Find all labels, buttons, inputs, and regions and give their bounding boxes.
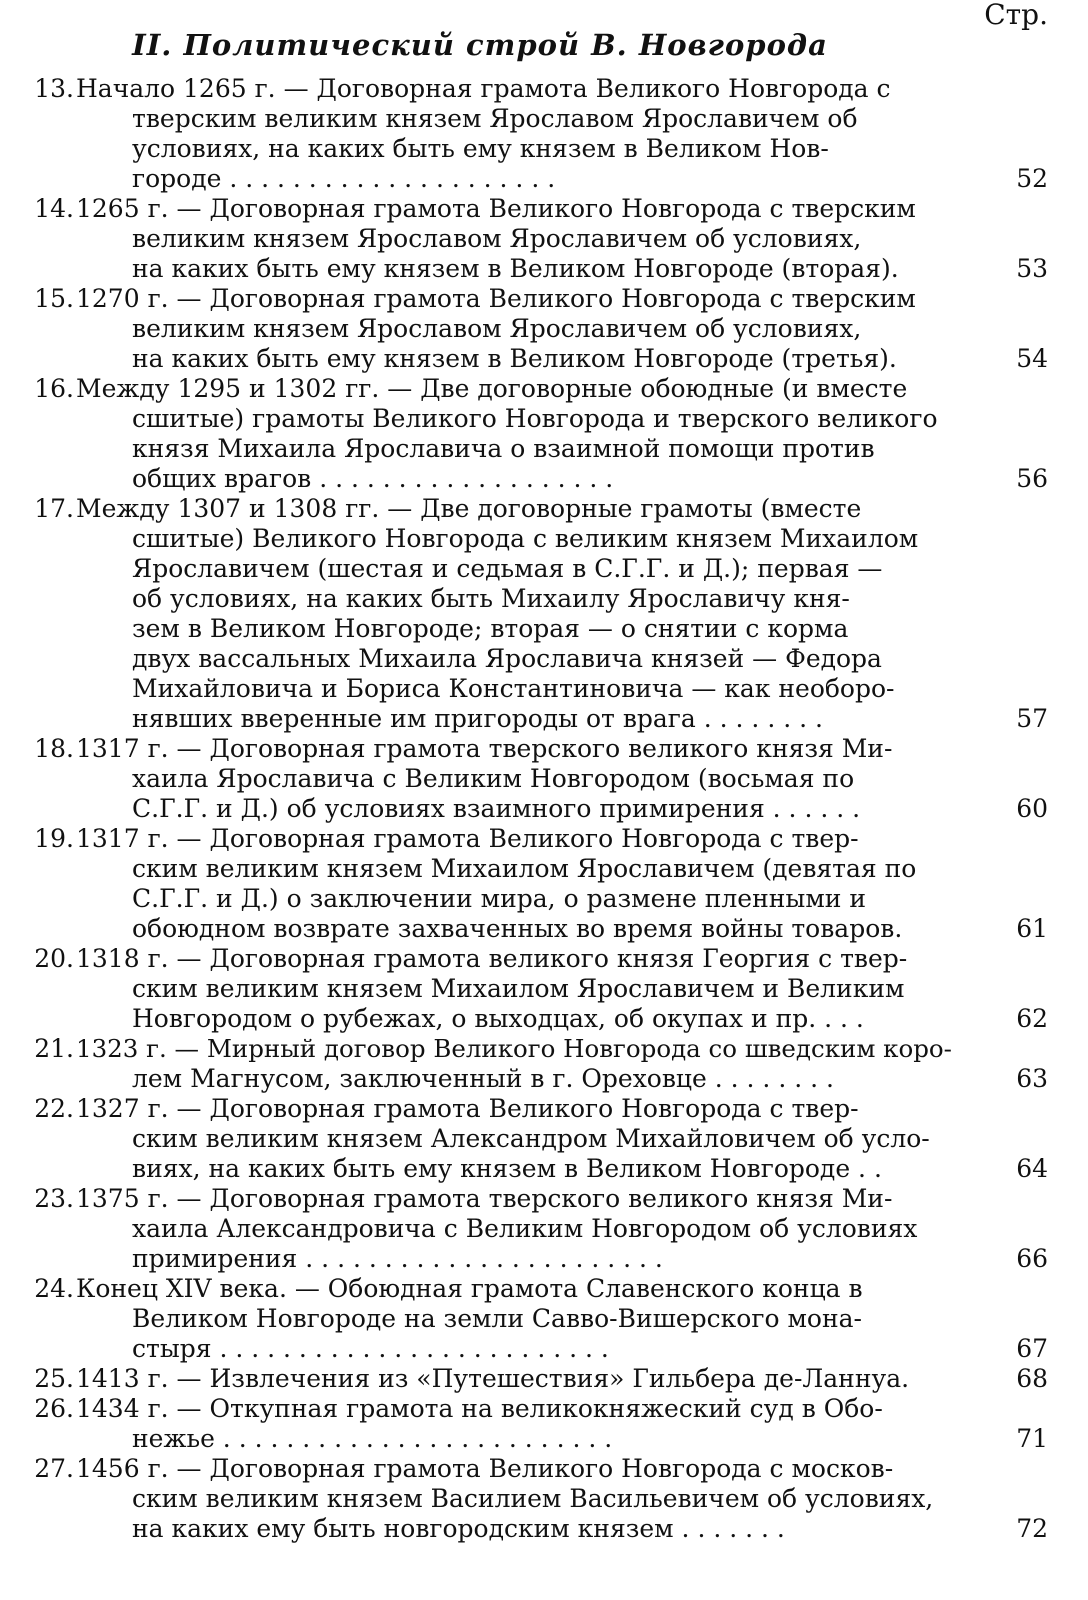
entry-text-line: 1375 г. — Договорная грамота тверского великого князя Ми- (76, 1184, 893, 1213)
entry-text-line: 1456 г. — Договорная грамота Великого Новгорода с москов- (76, 1454, 894, 1483)
entry-text-line: стыря . . . . . . . . . . . . . . . . . . . . . . . . . (132, 1334, 609, 1363)
entry-text (76, 194, 954, 284)
entry-text-line: примирения . . . . . . . . . . . . . . . . . . . . . . . (132, 1244, 663, 1273)
entry-text-line: С.Г.Г. и Д.) об условиях взаимного примирения . . . . . . (132, 794, 861, 823)
entry-page-number: 66 (1016, 1244, 1048, 1273)
entry-text (76, 1184, 954, 1274)
entry-text (76, 734, 954, 824)
entry-text (76, 284, 954, 374)
toc-entry (0, 734, 1088, 824)
toc-entry (0, 74, 1088, 194)
entry-page-number: 52 (1016, 164, 1048, 193)
toc-entry (0, 1274, 1088, 1364)
entry-text (76, 1364, 954, 1394)
entry-text-line: 1413 г. — Извлечения из «Путешествия» Гильбера де-Ланнуа. (76, 1364, 910, 1393)
entry-text-line: 1434 г. — Откупная грамота на великокняжеский суд в Обо- (76, 1394, 883, 1423)
entry-text (76, 824, 954, 944)
entry-text (76, 1034, 954, 1094)
entry-text-line: общих врагов . . . . . . . . . . . . . . . . . . . (132, 464, 614, 493)
entry-number: 15. (34, 284, 74, 313)
entry-page-number: 62 (1016, 1004, 1048, 1033)
toc-entry (0, 194, 1088, 284)
entry-text-line: ским великим князем Александром Михайловичем об усло- (132, 1124, 930, 1153)
entry-text (76, 374, 954, 494)
entry-number: 18. (34, 734, 74, 763)
entry-text-line: С.Г.Г. и Д.) о заключении мира, о размене пленными и (132, 884, 867, 913)
entry-number: 27. (34, 1454, 74, 1483)
entry-text (76, 74, 954, 194)
entry-text-line: 1270 г. — Договорная грамота Великого Новгорода с тверским (76, 284, 916, 313)
entry-number: 19. (34, 824, 74, 853)
entry-text-line: зем в Великом Новгороде; вторая — о снятии с корма (132, 614, 849, 643)
entry-text-line: об условиях, на каких быть Михаилу Ярославичу кня- (132, 584, 850, 613)
toc-entry (0, 1454, 1088, 1544)
entry-text-line: виях, на каких быть ему князем в Великом Новгороде . . (132, 1154, 882, 1183)
entry-number: 14. (34, 194, 74, 223)
entry-text (76, 494, 954, 734)
entry-text-line: 1317 г. — Договорная грамота тверского великого князя Ми- (76, 734, 893, 763)
entry-text-line: на каких ему быть новгородским князем . . . . . . . (132, 1514, 785, 1543)
entry-page-number: 71 (1016, 1424, 1048, 1453)
entry-text-line: Конец XIV века. — Обоюдная грамота Славенского конца в (76, 1274, 863, 1303)
entry-text-line: ским великим князем Василием Васильевичем об условиях, (132, 1484, 934, 1513)
entry-text-line: великим князем Ярославом Ярославичем об условиях, (132, 224, 862, 253)
entry-number: 16. (34, 374, 74, 403)
entry-text (76, 1274, 954, 1364)
entry-text-line: 1318 г. — Договорная грамота великого князя Георгия с твер- (76, 944, 908, 973)
entry-text (76, 1094, 954, 1184)
entry-page-number: 57 (1016, 704, 1048, 733)
entry-text-line: князя Михаила Ярославича о взаимной помощи против (132, 434, 875, 463)
entry-text-line: 1323 г. — Мирный договор Великого Новгорода со шведским коро- (76, 1034, 952, 1063)
entry-text-line: Между 1307 и 1308 гг. — Две договорные грамоты (вместе (76, 494, 862, 523)
entry-page-number: 68 (1016, 1364, 1048, 1393)
entry-page-number: 61 (1016, 914, 1048, 943)
entry-text-line: ским великим князем Михаилом Ярославичем и Великим (132, 974, 905, 1003)
entry-text (76, 1454, 954, 1544)
toc-entry (0, 1364, 1088, 1394)
entry-text-line: Начало 1265 г. — Договорная грамота Великого Новгорода с (76, 74, 891, 103)
table-of-contents (0, 74, 1088, 1544)
entry-text-line: 1265 г. — Договорная грамота Великого Новгорода с тверским (76, 194, 916, 223)
entry-text-line: Между 1295 и 1302 гг. — Две договорные обоюдные (и вместе (76, 374, 908, 403)
entry-page-number: 60 (1016, 794, 1048, 823)
entry-text (76, 944, 954, 1034)
entry-text-line: тверским великим князем Ярославом Ярославичем об (132, 104, 858, 133)
entry-number: 23. (34, 1184, 74, 1213)
entry-text-line: великим князем Ярославом Ярославичем об условиях, (132, 314, 862, 343)
toc-entry (0, 1034, 1088, 1094)
toc-entry (0, 374, 1088, 494)
entry-text-line: 1317 г. — Договорная грамота Великого Новгорода с твер- (76, 824, 859, 853)
entry-number: 22. (34, 1094, 74, 1123)
entry-text-line: хаила Александровича с Великим Новгородом об условиях (132, 1214, 918, 1243)
entry-text-line: на каких быть ему князем в Великом Новгороде (вторая). (132, 254, 899, 283)
entry-text (76, 1394, 954, 1454)
toc-entry (0, 494, 1088, 734)
entry-page-number: 63 (1016, 1064, 1048, 1093)
entry-text-line: лем Магнусом, заключенный в г. Ореховце . . . . . . . . (132, 1064, 834, 1093)
toc-entry (0, 944, 1088, 1034)
entry-number: 17. (34, 494, 74, 523)
entry-text-line: 1327 г. — Договорная грамота Великого Новгорода с твер- (76, 1094, 859, 1123)
entry-page-number: 67 (1016, 1334, 1048, 1363)
entry-text-line: Михайловича и Бориса Константиновича — как необоро- (132, 674, 895, 703)
toc-entry (0, 284, 1088, 374)
page-column-label: Стр. (984, 0, 1048, 31)
entry-text-line: нежье . . . . . . . . . . . . . . . . . . . . . . . . . (132, 1424, 613, 1453)
entry-number: 20. (34, 944, 74, 973)
entry-page-number: 54 (1016, 344, 1048, 373)
entry-text-line: Новгородом о рубежах, о выходцах, об окупах и пр. . . . (132, 1004, 864, 1033)
entry-text-line: Великом Новгороде на земли Савво-Вишерского мона- (132, 1304, 862, 1333)
entry-text-line: городе . . . . . . . . . . . . . . . . . . . . . (132, 164, 556, 193)
entry-text-line: нявших вверенные им пригороды от врага . . . . . . . . (132, 704, 823, 733)
entry-number: 26. (34, 1394, 74, 1423)
entry-text-line: на каких быть ему князем в Великом Новгороде (третья). (132, 344, 897, 373)
toc-entry (0, 1184, 1088, 1274)
entry-page-number: 53 (1016, 254, 1048, 283)
toc-entry (0, 1394, 1088, 1454)
entry-number: 21. (34, 1034, 74, 1063)
entry-number: 24. (34, 1274, 74, 1303)
toc-entry (0, 1094, 1088, 1184)
entry-text-line: хаила Ярославича с Великим Новгородом (восьмая по (132, 764, 855, 793)
entry-number: 25. (34, 1364, 74, 1393)
entry-text-line: Ярославичем (шестая и седьмая в С.Г.Г. и Д.); первая — (132, 554, 883, 583)
entry-text-line: условиях, на каких быть ему князем в Великом Нов- (132, 134, 829, 163)
entry-page-number: 72 (1016, 1514, 1048, 1543)
entry-text-line: двух вассальных Михаила Ярославича князей — Федора (132, 644, 882, 673)
toc-entry (0, 824, 1088, 944)
entry-text-line: обоюдном возврате захваченных во время войны товаров. (132, 914, 903, 943)
entry-text-line: ским великим князем Михаилом Ярославичем (девятая по (132, 854, 917, 883)
section-title: II. Политический строй В. Новгорода (132, 28, 828, 62)
entry-text-line: сшитые) Великого Новгорода с великим князем Михаилом (132, 524, 919, 553)
entry-page-number: 64 (1016, 1154, 1048, 1183)
entry-text-line: сшитые) грамоты Великого Новгорода и тверского великого (132, 404, 938, 433)
entry-number: 13. (34, 74, 74, 103)
entry-page-number: 56 (1016, 464, 1048, 493)
